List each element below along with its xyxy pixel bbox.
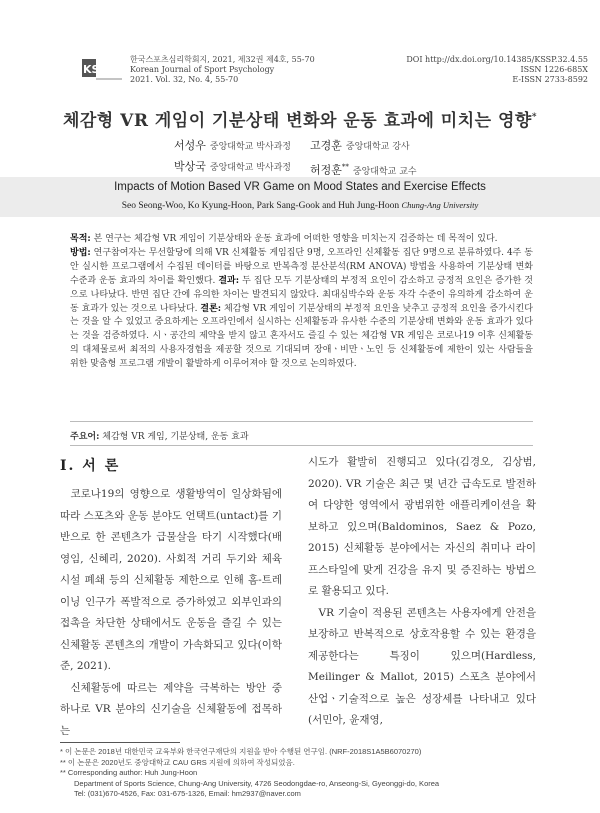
english-authors: Seo Seong-Woo, Ko Kyung-Hoon, Park Sang-Gook and Huh Jung-Hoon Chung-Ang University bbox=[121, 200, 479, 211]
author-4: 허정훈** 중앙대학교 교수 bbox=[310, 163, 417, 177]
footnote: ** 이 논문은 2020년도 중앙대학교 CAU GRS 지원에 의하여 작성되었음. bbox=[60, 757, 295, 767]
author-block-left bbox=[174, 136, 291, 178]
journal-info bbox=[130, 55, 315, 85]
doi-info bbox=[406, 55, 588, 85]
logo-text: KSSP bbox=[83, 63, 115, 76]
keywords-bottom-rule bbox=[70, 445, 533, 446]
journal-ko: 한국스포츠심리학회지, 2021, 제32권 제4호, 55-70 bbox=[130, 55, 315, 64]
author-1: 서성우 중앙대학교 박사과정 bbox=[174, 139, 291, 152]
footnote-rule bbox=[60, 742, 180, 743]
author-3: 박상국 중앙대학교 박사과정 bbox=[174, 160, 291, 173]
footnote: Department of Sports Science, Chung-Ang University, 4726 Seodongdae-ro, Anseong-Si, Gyeonggi-do, Korea bbox=[74, 778, 440, 788]
journal-logo bbox=[82, 55, 122, 83]
author-block-right bbox=[310, 136, 417, 182]
doi: DOI http://dx.doi.org/10.14385/KSSP.32.4.55 bbox=[406, 55, 588, 64]
paragraph: 신체활동에 따르는 제약을 극복하는 방안 중 하나로 VR 분야의 신기술을 신체활동에 접목하는 bbox=[60, 681, 282, 737]
body-column-left bbox=[60, 484, 282, 742]
eissn: E-ISSN 2733-8592 bbox=[512, 75, 588, 84]
footnote: * 이 논문은 2018년 대한민국 교육부와 한국연구재단의 지원을 받아 수행된 연구임. (NRF-2018S1A5B6070270) bbox=[60, 747, 422, 756]
abstract: 목적: 본 연구는 체감형 VR 게임이 기분상태와 운동 효과에 어떠한 영향을 미치는지 검증하는 데 목적이 있다. 방법: 연구참여자는 무선할당에 의해 VR 신체활동 게임집단 9명, 오프라인 신체활동 집단 9명으로 분류하였다. 4주 동안 실시한 프로그램에서 수집된 데이터를 바탕으로 반복측정 분산분석(RM ANOVA) 방법을 사용하여 기분상태 변화 수준과 운동 효과의 차이를 확인했다. 결과: 두 집단 모두 기분상태의 부정적 요인이 감소하고 긍정적 요인은 증가한 것으로 나타났다. 반면 집단 간에 유의한 차이는 발견되지 않았다. 최대심박수와 운동 자각 수준이 유의하게 감소하여 운동 효과가 있는 것으로 나타났다. 결론: 체감형 VR 게임이 기분상태의 부정적 요인을 낮추고 긍정적 요인을 증가시킨다는 것을 알 수 있었고 중요하게는 오프라인에서 실시하는 신체활동과 유사한 수준의 기분상태 변화와 운동 효과가 있다는 것을 검증하였다. 시ㆍ공간의 제약을 받지 않고 혼자서도 즐길 수 있는 체감형 VR 게임은 코로나19 이후 신체활동의 대체물로써 최적의 사용자경험을 제공할 것으로 기대되며 장애ㆍ비만ㆍ노인 등 신체활동에 제한이 있는 사람들을 위한 맞춤형 프로그램 개발이 활발하게 이루어져야 할 것으로 논의하였다. bbox=[70, 234, 533, 370]
paragraph: 코로나19의 영향으로 생활방역이 일상화됨에 따라 스포츠와 운동 분야도 언택트(untact)를 기반으로 한 콘텐츠가 급물살을 타기 시작했다(배영임, 신혜리, 2020). 사회적 거리 두기와 체육시설 폐쇄 등의 신체활동 제한으로 인해 홈-트레이닝 인구가 폭발적으로 증가하였고 외부인과의 접촉을 차단한 상태에서도 운동을 즐길 수 있는 신체활동 콘텐츠의 개발이 가속화되고 있다(이학준, 2021). bbox=[60, 488, 282, 672]
keywords: 주요어: 체감형 VR 게임, 기분상태, 운동 효과 bbox=[70, 432, 249, 442]
paragraph: 시도가 활발히 진행되고 있다(김경오, 김상범, 2020). VR 기술은 최근 몇 년간 급속도로 발전하여 다양한 영역에서 광범위한 애플리케이션을 확보하고 있으며(Baldominos, Saez & Pozo, 2015) 신체활동 분야에서는 자신의 취미나 라이프스타일에 맞게 건강을 유지 및 증진하는 방법으로 활용되고 있다. bbox=[308, 456, 536, 597]
english-institution: Chung-Ang University bbox=[401, 200, 479, 210]
english-title: Impacts of Motion Based VR Game on Mood States and Exercise Effects bbox=[114, 181, 486, 193]
keywords-top-rule bbox=[70, 421, 533, 422]
section-heading: I. 서 론 bbox=[60, 458, 121, 474]
body-column-right bbox=[308, 452, 536, 732]
title-text: 체감형 VR 게임이 기분상태 변화와 운동 효과에 미치는 영향 bbox=[62, 111, 532, 131]
paragraph: VR 기술이 적용된 콘텐츠는 사용자에게 안전을 보장하고 반복적으로 상호작용할 수 있는 환경을 제공한다는 특징이 있으며(Hardless, Meilinger & Mallot, 2015) 스포츠 분야에서 산업ㆍ기술적으로 높은 성장세를 나타내고 있다(서민아, 윤재영, bbox=[308, 606, 536, 726]
footnote: ** Corresponding author: Huh Jung-Hoon bbox=[60, 768, 198, 778]
issn: ISSN 1226-685X bbox=[520, 65, 588, 74]
journal-en: Korean Journal of Sport Psychology bbox=[130, 65, 275, 74]
paper-title bbox=[0, 106, 600, 131]
title-footnote-mark: * bbox=[531, 112, 538, 123]
footnotes bbox=[60, 747, 439, 800]
footnote: Tel: (031)670-4526, Fax: 031-675-1326, Email: hm2937@naver.com bbox=[74, 789, 301, 799]
author-2: 고경훈 중앙대학교 강사 bbox=[310, 139, 410, 152]
journal-volume: 2021. Vol. 32, No. 4, 55-70 bbox=[130, 75, 239, 84]
